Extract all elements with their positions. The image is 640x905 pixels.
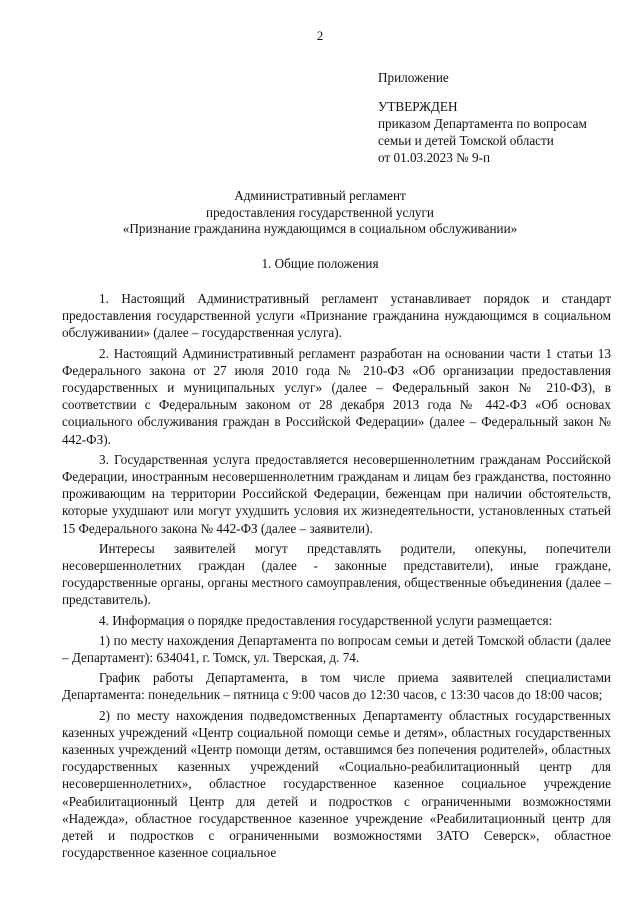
paragraph: 3. Государственная услуга предоставляется несовершеннолетним гражданам Российской Федерации, иностранным несовершеннолетним гражданам и лицам без гражданства, постоянно проживающим на территории Российской Федерации, беженцам при наличии обстоятельств, которые ухудшают или могут ухудшить условия их жизнедеятельности, установленных статьей 15 Федерального закона № 442-ФЗ (далее – заявители). xyxy=(62,451,611,536)
paragraph: 4. Информация о порядке предоставления государственной услуги размещается: xyxy=(99,612,553,628)
title-line-2: предоставления государственной услуги xyxy=(206,204,434,220)
approval-block xyxy=(378,98,587,166)
approval-heading: УТВЕРЖДЕН xyxy=(378,99,458,114)
paragraph: 2) по месту нахождения подведомственных Департаменту областных государственных казенных учреждений «Центр социальной помощи семье и детям», областных государственных казенных учреждений «Центр помощи детям, оставшимся без попечения родителей», областных государственных казенных учреждений «Социально-реабилитационный центр для несовершеннолетних», областное государственное казенное социальное учреждение «Реабилитационный Центр для детей и подростков с ограниченными возможностями «Надежда», областное государственное казенное учреждение «Реабилитационный центр для детей и подростков с ограниченными возможностями ЗАТО Северск», областное государственное казенное социальное xyxy=(62,707,611,861)
approval-order-line: приказом Департамента по вопросам xyxy=(378,116,587,131)
paragraph: График работы Департамента, в том числе приема заявителей специалистами Департамента: понедельник – пятница с 9:00 часов до 12:30 часов, с 13:30 часов до 18:00 часов; xyxy=(62,670,611,703)
paragraph: 1. Настоящий Административный регламент устанавливает порядок и стандарт предоставления государственной услуги «Признание гражданина нуждающимся в социальном обслуживании» (далее – государственная услуга). xyxy=(62,291,611,341)
paragraph: Интересы заявителей могут представлять родители, опекуны, попечители несовершеннолетних граждан (далее - законные представители), иные граждане, государственные органы, органы местного самоуправления, общественные объединения (далее – представитель). xyxy=(62,540,611,608)
paragraph: 1) по месту нахождения Департамента по вопросам семьи и детей Томской области (далее – Департамент): 634041, г. Томск, ул. Тверская, д. 74. xyxy=(62,632,611,666)
approval-department-line: семьи и детей Томской области xyxy=(378,133,554,148)
page-number: 2 xyxy=(316,28,324,43)
approval-date-line: от 01.03.2023 № 9-п xyxy=(378,150,491,165)
section-heading: 1. Общие положения xyxy=(261,256,379,271)
paragraph: 2. Настоящий Административный регламент разработан на основании части 1 статьи 13 Федерального закона от 27 июля 2010 года № 210-ФЗ «Об организации предоставления государственных и муниципальных услуг» (далее – Федеральный закон № 210-ФЗ), в соответствии с Федеральным законом от 28 декабря 2013 года № 442-ФЗ «Об основах социального обслуживания граждан в Российской Федерации» (далее – Федеральный закон № 442-ФЗ). xyxy=(62,345,611,447)
appendix-label: Приложение xyxy=(378,70,449,85)
title-line-3: «Признание гражданина нуждающимся в социальном обслуживании» xyxy=(122,221,518,236)
document-title xyxy=(0,188,640,238)
title-line-1: Административный регламент xyxy=(234,188,406,203)
body-text xyxy=(62,290,611,865)
